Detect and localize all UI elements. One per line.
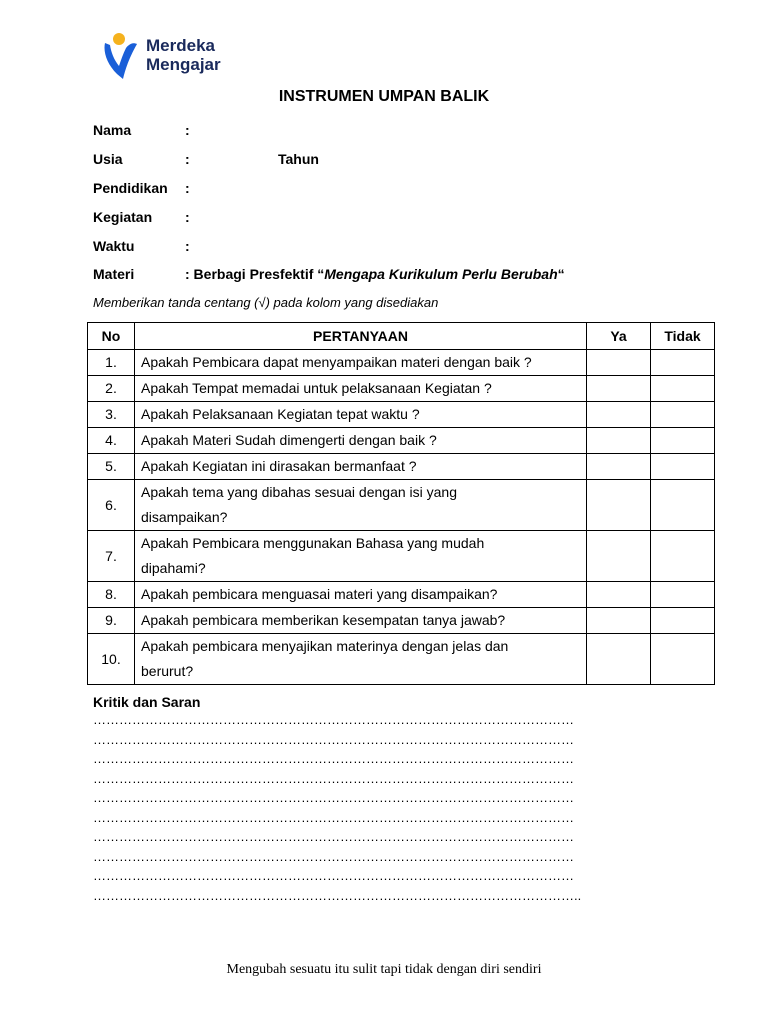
table-row — [88, 454, 715, 480]
question-line-2: disampaikan? — [141, 509, 228, 525]
answer-no-cell[interactable] — [651, 402, 715, 428]
row-number: 10. — [88, 634, 135, 685]
answer-yes-cell[interactable] — [587, 350, 651, 376]
dotted-line[interactable]: ………………………………………………………………………………………………….. — [93, 887, 582, 903]
row-number: 3. — [88, 402, 135, 428]
answer-no-cell[interactable] — [651, 454, 715, 480]
answer-no-cell[interactable] — [651, 480, 715, 531]
header-no-answer: Tidak — [651, 323, 715, 350]
kritik-saran-lines[interactable] — [93, 710, 693, 905]
answer-no-cell[interactable] — [651, 428, 715, 454]
question-line-1: Apakah pembicara menyajikan materinya dengan jelas dan — [141, 638, 509, 654]
row-question — [135, 454, 587, 480]
row-question — [135, 531, 587, 582]
question-line-2: berurut? — [141, 663, 194, 679]
page-title: INSTRUMEN UMPAN BALIK — [278, 88, 490, 105]
answer-yes-cell[interactable] — [587, 608, 651, 634]
question-line-1: Apakah Tempat memadai untuk pelaksanaan Kegiatan ? — [141, 380, 492, 396]
answer-yes-cell[interactable] — [587, 402, 651, 428]
row-question — [135, 402, 587, 428]
field-waktu-label: Waktu — [93, 238, 135, 254]
row-question — [135, 428, 587, 454]
dotted-line[interactable]: ………………………………………………………………………………………………… — [93, 770, 574, 786]
answer-yes-cell[interactable] — [587, 376, 651, 402]
field-materi-value — [185, 266, 565, 282]
table-row — [88, 480, 715, 531]
dotted-line[interactable]: ………………………………………………………………………………………………… — [93, 790, 574, 805]
table-row — [88, 582, 715, 608]
field-materi-suffix: “ — [557, 266, 565, 282]
row-number: 9. — [88, 608, 135, 634]
field-usia-colon: : — [185, 151, 190, 167]
answer-no-cell[interactable] — [651, 582, 715, 608]
logo-line-2: Mengajar — [146, 55, 221, 74]
dotted-line[interactable]: ………………………………………………………………………………………………… — [93, 848, 574, 864]
field-nama-colon: : — [185, 122, 190, 138]
question-line-1: Apakah Pembicara dapat menyampaikan materi dengan baik ? — [141, 354, 532, 370]
row-question — [135, 376, 587, 402]
row-question — [135, 608, 587, 634]
answer-yes-cell[interactable] — [587, 428, 651, 454]
table-row — [88, 428, 715, 454]
field-materi-label: Materi — [93, 266, 135, 282]
question-line-1: Apakah tema yang dibahas sesuai dengan isi yang — [141, 484, 457, 500]
feedback-table — [87, 322, 715, 685]
field-pendidikan-colon: : — [185, 180, 190, 196]
row-question — [135, 634, 587, 685]
question-line-1: Apakah Pembicara menggunakan Bahasa yang mudah — [141, 535, 485, 551]
dotted-line[interactable]: ………………………………………………………………………………………………… — [93, 712, 574, 727]
answer-yes-cell[interactable] — [587, 582, 651, 608]
question-line-1: Apakah Kegiatan ini dirasakan bermanfaat ? — [141, 458, 417, 474]
question-line-2: dipahami? — [141, 560, 206, 576]
table-row — [88, 402, 715, 428]
header-yes: Ya — [587, 323, 651, 350]
header-question: PERTANYAAN — [135, 323, 587, 350]
answer-no-cell[interactable] — [651, 531, 715, 582]
answer-no-cell[interactable] — [651, 634, 715, 685]
kritik-saran-heading: Kritik dan Saran — [93, 694, 201, 710]
instruction-text: Memberikan tanda centang (√) pada kolom yang disediakan — [93, 295, 439, 310]
dotted-line[interactable]: ………………………………………………………………………………………………… — [93, 809, 574, 825]
field-usia-unit: Tahun — [278, 151, 319, 167]
answer-no-cell[interactable] — [651, 376, 715, 402]
row-number: 5. — [88, 454, 135, 480]
dotted-line[interactable]: ………………………………………………………………………………………………… — [93, 829, 574, 844]
question-line-1: Apakah Pelaksanaan Kegiatan tepat waktu ? — [141, 406, 420, 422]
merdeka-mengajar-logo — [101, 30, 241, 82]
row-number: 8. — [88, 582, 135, 608]
row-question — [135, 582, 587, 608]
field-kegiatan-colon: : — [185, 209, 190, 225]
row-question — [135, 480, 587, 531]
question-line-1: Apakah pembicara memberikan kesempatan tanya jawab? — [141, 612, 506, 628]
dotted-line[interactable]: ………………………………………………………………………………………………… — [93, 868, 574, 883]
table-row — [88, 608, 715, 634]
table-row — [88, 350, 715, 376]
row-number: 7. — [88, 531, 135, 582]
answer-no-cell[interactable] — [651, 350, 715, 376]
row-number: 2. — [88, 376, 135, 402]
row-number: 4. — [88, 428, 135, 454]
answer-yes-cell[interactable] — [587, 454, 651, 480]
answer-yes-cell[interactable] — [587, 634, 651, 685]
field-kegiatan-label: Kegiatan — [93, 209, 153, 225]
header-no: No — [88, 323, 135, 350]
field-nama-label: Nama — [93, 122, 132, 138]
answer-yes-cell[interactable] — [587, 531, 651, 582]
field-waktu-colon: : — [185, 238, 190, 254]
merdeka-mengajar-logo-icon — [101, 30, 141, 80]
dotted-line[interactable]: ………………………………………………………………………………………………… — [93, 751, 574, 766]
logo-wordmark — [146, 36, 221, 74]
table-header-row — [88, 323, 715, 350]
row-number: 1. — [88, 350, 135, 376]
footer-quote: Mengubah sesuatu itu sulit tapi tidak dengan diri sendiri — [226, 962, 542, 977]
table-row — [88, 531, 715, 582]
row-question — [135, 350, 587, 376]
field-materi-prefix: : Berbagi Presfektif “ — [185, 266, 325, 282]
table-row — [88, 634, 715, 685]
question-line-1: Apakah pembicara menguasai materi yang disampaikan? — [141, 586, 498, 602]
dotted-line[interactable]: ………………………………………………………………………………………………… — [93, 731, 574, 747]
field-usia-label: Usia — [93, 151, 123, 167]
question-line-1: Apakah Materi Sudah dimengerti dengan baik ? — [141, 432, 437, 448]
field-materi-quoted: Mengapa Kurikulum Perlu Berubah — [324, 266, 558, 282]
answer-no-cell[interactable] — [651, 608, 715, 634]
field-pendidikan-label: Pendidikan — [93, 180, 168, 196]
row-number: 6. — [88, 480, 135, 531]
logo-line-1: Merdeka — [146, 36, 215, 55]
table-row — [88, 376, 715, 402]
answer-yes-cell[interactable] — [587, 480, 651, 531]
